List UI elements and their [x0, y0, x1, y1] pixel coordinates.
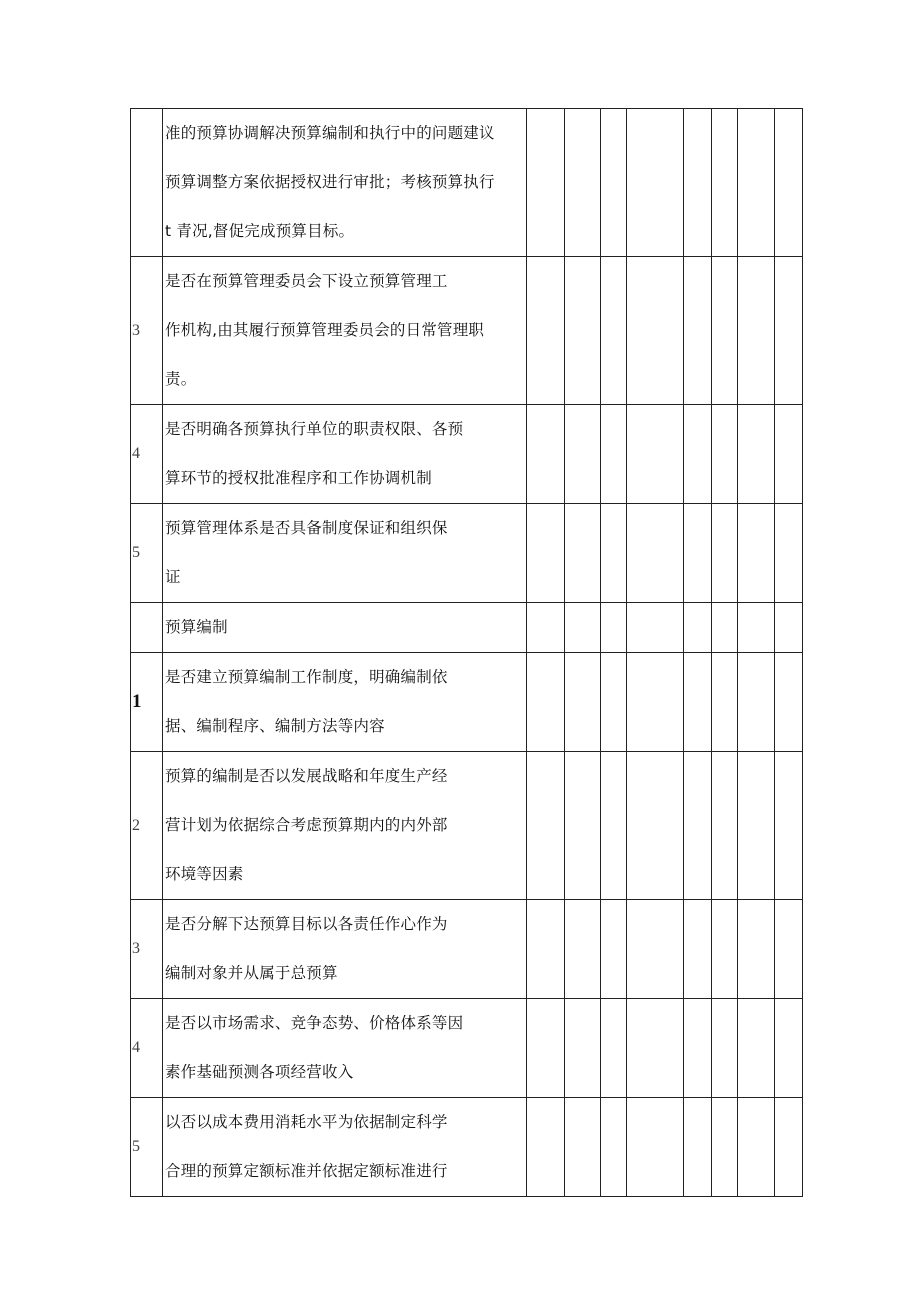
- check-cell[interactable]: [627, 257, 684, 405]
- check-cell[interactable]: [712, 603, 738, 653]
- content-line: 预算的编制是否以发展战略和年度生产经: [165, 767, 448, 785]
- row-content: [163, 752, 527, 900]
- row-number: [131, 109, 163, 257]
- row-number: [131, 603, 163, 653]
- check-cell[interactable]: [775, 752, 803, 900]
- content-line: 编制对象并从属于总预算: [165, 964, 338, 982]
- row-content: [163, 653, 527, 752]
- check-cell[interactable]: [565, 405, 601, 504]
- row-content: [163, 257, 527, 405]
- check-cell[interactable]: [775, 257, 803, 405]
- table-row: [131, 653, 803, 752]
- check-cell[interactable]: [627, 405, 684, 504]
- row-content: [163, 109, 527, 257]
- row-number: 1: [131, 653, 163, 752]
- content-line: 作机构,由其履行预算管理委员会的日常管理职: [165, 321, 485, 339]
- check-cell[interactable]: [601, 405, 627, 504]
- check-cell[interactable]: [775, 504, 803, 603]
- content-line: 准的预算协调解决预算编制和执行中的问题建议: [165, 124, 495, 142]
- check-cell[interactable]: [565, 504, 601, 603]
- check-cell[interactable]: [527, 504, 565, 603]
- check-cell[interactable]: [712, 1098, 738, 1197]
- section-title: [163, 603, 527, 653]
- table-row: [131, 405, 803, 504]
- row-number: 3: [131, 900, 163, 999]
- check-cell[interactable]: [601, 999, 627, 1098]
- content-line: 预算编制: [165, 618, 228, 636]
- check-cell[interactable]: [627, 752, 684, 900]
- content-line: t 青况,督促完成预算目标。: [165, 222, 355, 240]
- table-row: [131, 999, 803, 1098]
- check-cell[interactable]: [627, 653, 684, 752]
- check-cell[interactable]: [601, 900, 627, 999]
- content-line: 预算调整方案依据授权进行审批；考核预算执行: [165, 173, 495, 191]
- check-cell[interactable]: [712, 900, 738, 999]
- check-cell[interactable]: [527, 900, 565, 999]
- row-number: 3: [131, 257, 163, 405]
- check-cell[interactable]: [527, 999, 565, 1098]
- content-line: 预算管理体系是否具备制度保证和组织保: [165, 519, 448, 537]
- check-cell[interactable]: [527, 603, 565, 653]
- check-cell[interactable]: [738, 504, 775, 603]
- check-cell[interactable]: [775, 603, 803, 653]
- check-cell[interactable]: [565, 900, 601, 999]
- table-row: [131, 603, 803, 653]
- content-line: 合理的预算定额标准并依据定额标准进行: [165, 1162, 448, 1180]
- check-cell[interactable]: [565, 109, 601, 257]
- check-cell[interactable]: [738, 109, 775, 257]
- check-cell[interactable]: [684, 1098, 712, 1197]
- table-row: [131, 900, 803, 999]
- check-cell[interactable]: [738, 752, 775, 900]
- check-cell[interactable]: [712, 999, 738, 1098]
- check-cell[interactable]: [627, 900, 684, 999]
- check-cell[interactable]: [684, 752, 712, 900]
- check-cell[interactable]: [527, 257, 565, 405]
- check-cell[interactable]: [627, 504, 684, 603]
- check-cell[interactable]: [565, 999, 601, 1098]
- check-cell[interactable]: [738, 1098, 775, 1197]
- check-cell[interactable]: [775, 1098, 803, 1197]
- check-cell[interactable]: [601, 1098, 627, 1197]
- content-line: 是否以市场需求、竞争态势、价格体系等因: [165, 1014, 464, 1032]
- content-line: 以否以成本费用消耗水平为依据制定科学: [165, 1113, 448, 1131]
- content-line: 素作基础预测各项经营收入: [165, 1063, 354, 1081]
- row-content: [163, 900, 527, 999]
- row-content: [163, 999, 527, 1098]
- check-cell[interactable]: [712, 752, 738, 900]
- check-cell[interactable]: [684, 109, 712, 257]
- check-cell[interactable]: [601, 752, 627, 900]
- check-cell[interactable]: [684, 999, 712, 1098]
- row-number: 4: [131, 405, 163, 504]
- check-cell[interactable]: [527, 1098, 565, 1197]
- row-number: 5: [131, 1098, 163, 1197]
- check-cell[interactable]: [712, 504, 738, 603]
- table-row: [131, 504, 803, 603]
- row-number: 5: [131, 504, 163, 603]
- table-row: [131, 109, 803, 257]
- check-cell[interactable]: [738, 653, 775, 752]
- check-cell[interactable]: [527, 109, 565, 257]
- check-cell[interactable]: [684, 653, 712, 752]
- check-cell[interactable]: [565, 603, 601, 653]
- row-content: [163, 504, 527, 603]
- table-row: [131, 1098, 803, 1197]
- content-line: 营计划为依据综合考虑预算期内的内外部: [165, 816, 448, 834]
- table-row: [131, 257, 803, 405]
- check-cell[interactable]: [738, 900, 775, 999]
- check-cell[interactable]: [712, 257, 738, 405]
- content-line: 环境等因素: [165, 865, 244, 883]
- check-cell[interactable]: [627, 1098, 684, 1197]
- check-cell[interactable]: [712, 405, 738, 504]
- check-cell[interactable]: [565, 653, 601, 752]
- row-number: 4: [131, 999, 163, 1098]
- row-content: [163, 405, 527, 504]
- table-row: [131, 752, 803, 900]
- check-cell[interactable]: [565, 752, 601, 900]
- check-cell[interactable]: [601, 504, 627, 603]
- check-cell[interactable]: [527, 653, 565, 752]
- check-cell[interactable]: [601, 653, 627, 752]
- check-cell[interactable]: [684, 405, 712, 504]
- content-line: 证: [165, 568, 181, 586]
- check-cell[interactable]: [775, 900, 803, 999]
- content-line: 据、编制程序、编制方法等内容: [165, 717, 385, 735]
- budget-checklist-table: [130, 108, 803, 1197]
- check-cell[interactable]: [565, 257, 601, 405]
- content-line: 算环节的授权批准程序和工作协调机制: [165, 469, 432, 487]
- check-cell[interactable]: [712, 109, 738, 257]
- check-cell[interactable]: [684, 900, 712, 999]
- check-cell[interactable]: [527, 405, 565, 504]
- check-cell[interactable]: [738, 603, 775, 653]
- content-line: 是否分解下达预算目标以各责任作心作为: [165, 915, 448, 933]
- check-cell[interactable]: [627, 109, 684, 257]
- content-line: 是否明确各预算执行单位的职责权限、各预: [165, 420, 464, 438]
- check-cell[interactable]: [601, 257, 627, 405]
- row-content: [163, 1098, 527, 1197]
- check-cell[interactable]: [627, 999, 684, 1098]
- check-cell[interactable]: [738, 999, 775, 1098]
- check-cell[interactable]: [775, 109, 803, 257]
- row-number: 2: [131, 752, 163, 900]
- content-line: 是否建立预算编制工作制度，明确编制依: [165, 668, 448, 686]
- check-cell[interactable]: [527, 752, 565, 900]
- check-cell[interactable]: [601, 603, 627, 653]
- check-cell[interactable]: [684, 257, 712, 405]
- check-cell[interactable]: [684, 504, 712, 603]
- check-cell[interactable]: [738, 405, 775, 504]
- check-cell[interactable]: [684, 603, 712, 653]
- content-line: 是否在预算管理委员会下设立预算管理工: [165, 272, 448, 290]
- check-cell[interactable]: [627, 603, 684, 653]
- check-cell[interactable]: [775, 653, 803, 752]
- check-cell[interactable]: [775, 999, 803, 1098]
- check-cell[interactable]: [738, 257, 775, 405]
- check-cell[interactable]: [601, 109, 627, 257]
- content-line: 责。: [165, 370, 197, 388]
- check-cell[interactable]: [565, 1098, 601, 1197]
- check-cell[interactable]: [775, 405, 803, 504]
- check-cell[interactable]: [712, 653, 738, 752]
